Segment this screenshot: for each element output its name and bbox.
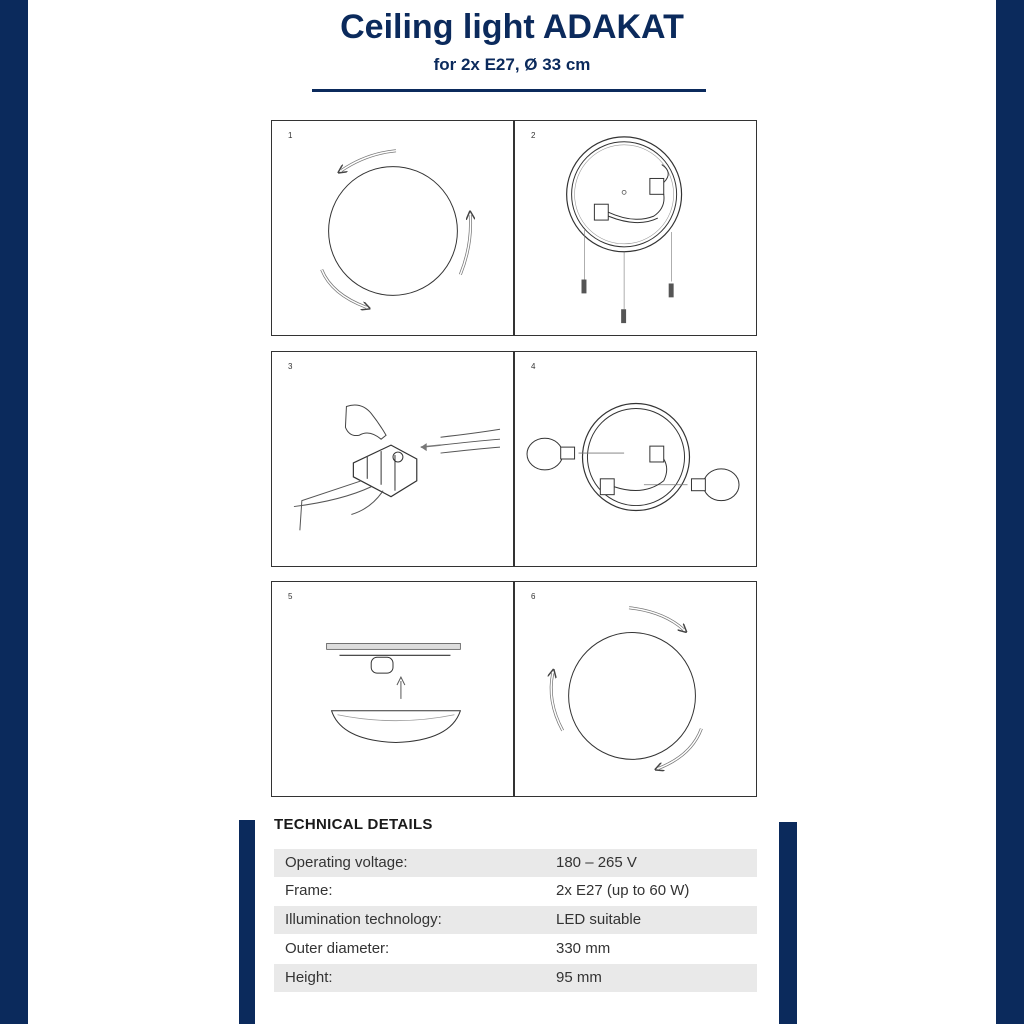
step-panel-2 bbox=[514, 120, 757, 336]
spec-row-diameter bbox=[274, 935, 757, 963]
spec-label: Outer diameter: bbox=[285, 940, 390, 957]
step-number: 4 bbox=[531, 362, 536, 371]
spec-row-frame bbox=[274, 877, 757, 905]
spec-value: 330 mm bbox=[556, 940, 611, 957]
step-number: 5 bbox=[288, 592, 293, 601]
spec-value: LED suitable bbox=[556, 911, 642, 928]
table-accent-bar-left bbox=[239, 820, 255, 1024]
step-panel-5 bbox=[271, 581, 514, 797]
step-number: 1 bbox=[288, 131, 293, 140]
page-title: Ceiling light ADAKAT bbox=[340, 8, 684, 46]
rotate-cover-illustration bbox=[272, 121, 513, 335]
spec-value: 180 – 265 V bbox=[556, 854, 637, 871]
step-number: 6 bbox=[531, 592, 536, 601]
base-plate-screws-illustration bbox=[515, 121, 756, 335]
rotate-cover-close-illustration bbox=[515, 582, 756, 796]
technical-details-heading: TECHNICAL DETAILS bbox=[274, 816, 433, 833]
spec-label: Frame: bbox=[285, 882, 333, 899]
spec-row-height bbox=[274, 964, 757, 992]
wire-connector-illustration bbox=[272, 352, 513, 566]
spec-value: 2x E27 (up to 60 W) bbox=[556, 882, 690, 899]
step-panel-3 bbox=[271, 351, 514, 567]
insert-bulbs-illustration bbox=[515, 352, 756, 566]
right-border-bar bbox=[996, 0, 1024, 1024]
spec-label: Operating voltage: bbox=[285, 854, 408, 871]
attach-shade-illustration bbox=[272, 582, 513, 796]
spec-value: 95 mm bbox=[556, 969, 602, 986]
left-border-bar bbox=[0, 0, 28, 1024]
step-panel-4 bbox=[514, 351, 757, 567]
spec-row-voltage bbox=[274, 849, 757, 877]
page-subtitle: for 2x E27, Ø 33 cm bbox=[433, 55, 591, 74]
spec-label: Illumination technology: bbox=[285, 911, 442, 928]
spec-row-illumination bbox=[274, 906, 757, 934]
step-number: 2 bbox=[531, 131, 536, 140]
spec-label: Height: bbox=[285, 969, 333, 986]
table-accent-bar-right bbox=[779, 822, 797, 1024]
step-panel-6 bbox=[514, 581, 757, 797]
step-number: 3 bbox=[288, 362, 293, 371]
title-underline bbox=[312, 89, 706, 92]
step-panel-1 bbox=[271, 120, 514, 336]
